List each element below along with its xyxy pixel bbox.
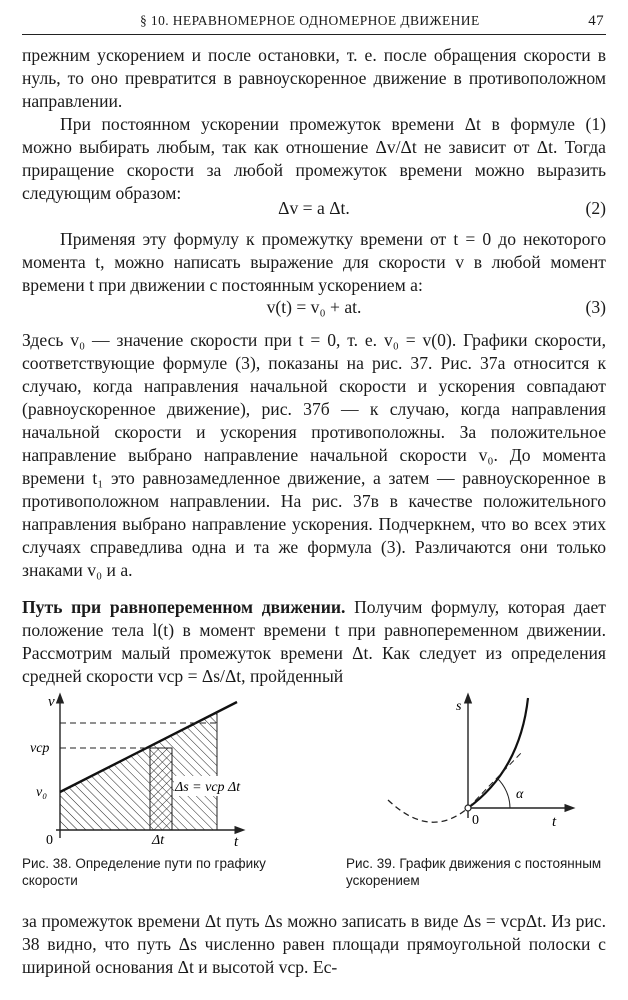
paragraph-6: за промежуток времени Δt путь Δs можно записать в виде Δs = vсрΔt. Из рис. 38 видно, что путь Δs численно равен площади прямоугольной полоски с шириной основания Δt и высотой vср. Ес- <box>22 911 606 977</box>
figure-39-caption: Рис. 39. График движения с постоянным ускорением <box>346 856 602 888</box>
section-heading: Путь при равнопеременном движении. <box>22 597 346 617</box>
t-axis-label: t <box>234 834 239 850</box>
delta-s-strip <box>150 748 172 830</box>
area-label: Δs = vср Δt <box>175 780 241 795</box>
figure-39 <box>370 690 610 840</box>
paragraph-1: прежним ускорением и после остановки, т. е. после обращения скорости в нуль, то оно превратится в равноускоренное движение в противоположном направлении. <box>22 45 606 111</box>
paragraph-3: Применяя эту формулу к промежутку времени от t = 0 до некоторого момента t, можно написать выражение для скорости v в любой момент времени t при движении с постоянным ускорением a: <box>22 229 606 295</box>
formula-3-expression: v(t) = v₀ + at. <box>266 297 362 317</box>
origin-label: 0 <box>46 833 53 848</box>
alpha-label: α <box>516 787 524 802</box>
formula-2 <box>22 196 606 220</box>
v-avg-label: vср <box>30 741 50 756</box>
v-axis-label: v <box>48 694 55 710</box>
figure-38 <box>22 690 302 850</box>
delta-t-label: Δt <box>152 833 165 848</box>
paragraph-2: При постоянном ускорении промежуток времени Δt в формуле (1) можно выбирать любым, так как отношение Δv/Δt не зависит от Δt. Тогда приращение скорости за любой промежуток времени можно выразить следующим образом: <box>22 114 606 203</box>
page-header <box>22 8 606 35</box>
formula-3-number: (3) <box>585 297 606 317</box>
paragraph-5-text: Получим формулу, которая дает положение тела l(t) в момент времени t при равнопеременном движении. Рассмотрим малый промежуток времени Δt. Как следует из определения средней скорости vср = Δs/Δt, пройденный <box>22 597 606 686</box>
paragraph-4: Здесь v₀ — значение скорости при t = 0, т. е. v₀ = v(0). Графики скорости, соответствующие формуле (3), показаны на рис. 37. Рис. 37а относится к случаю, когда направления начальной скорости и ускорения совпадают (равноускоренное движение), рис. 37б — к случаю, когда направления начальной скорости и ускорения противоположны. За положительное направление выбрано направление начальной скорости v₀. До момента времени t₁ это равнозамедленное движение, а затем — равноускоренное в противоположном направлении. На рис. 37в в качестве положительного направления выбрано направление ускорения. Подчеркнем, что во всех этих случаях справедлива одна и та же формула (3). Различаются они только знаками v₀ и a. <box>22 330 606 580</box>
t-axis-label-39: t <box>552 814 557 830</box>
formula-3 <box>22 295 606 319</box>
origin-label-39: 0 <box>472 813 479 828</box>
figure-38-caption: Рис. 38. Определение пути по графику скорости <box>22 856 266 888</box>
origin-point <box>465 805 471 811</box>
v0-label: v₀ <box>36 785 48 800</box>
s-axis-label: s <box>456 699 462 714</box>
formula-2-number: (2) <box>585 198 606 218</box>
page-number: 47 <box>588 13 604 29</box>
paragraph-5 <box>22 596 606 688</box>
formula-2-expression: Δv = a Δt. <box>278 198 350 218</box>
running-title: § 10. НЕРАВНОМЕРНОЕ ОДНОМЕРНОЕ ДВИЖЕНИЕ <box>140 13 480 28</box>
tangent-line <box>468 752 522 808</box>
area-under-graph <box>60 712 217 830</box>
alpha-arc <box>497 778 510 808</box>
parabola-dashed <box>388 800 468 822</box>
